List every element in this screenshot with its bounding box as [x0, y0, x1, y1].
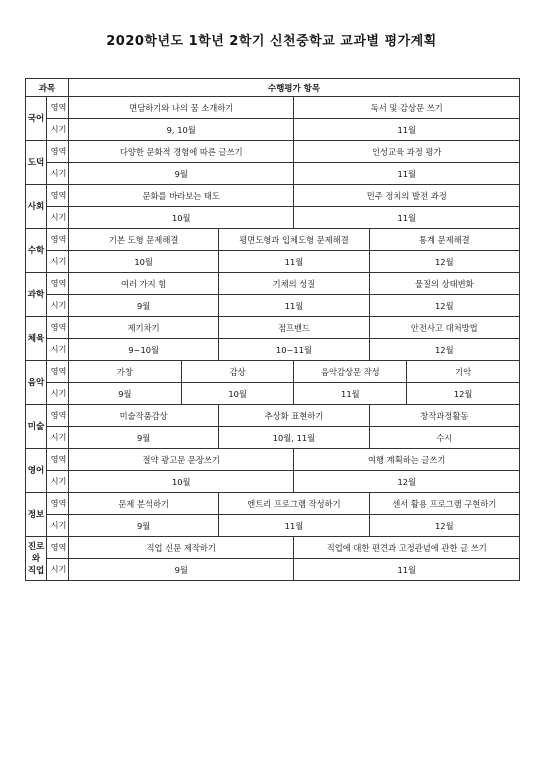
subject-area-row: [26, 141, 520, 163]
assessment-area: 제기차기: [69, 317, 219, 339]
subject-time-row: [26, 559, 520, 581]
assessment-time: 10월: [69, 207, 294, 229]
assessment-area: 여러 가지 힘: [69, 273, 219, 295]
area-label: 영역: [47, 317, 69, 339]
assessment-area: 기악: [407, 361, 520, 383]
assessment-time: 9월: [69, 427, 219, 449]
area-label: 영역: [47, 273, 69, 295]
time-label: 시기: [47, 163, 69, 185]
subject-name: 과학: [26, 273, 47, 317]
assessment-time: 9월: [69, 383, 182, 405]
assessment-time: 11월: [294, 207, 520, 229]
assessment-time: 11월: [294, 383, 407, 405]
evaluation-plan-table: [25, 78, 520, 581]
subject-name: 사회: [26, 185, 47, 229]
subject-time-row: [26, 251, 520, 273]
subject-name: 정보: [26, 493, 47, 537]
subject-area-row: [26, 405, 520, 427]
assessment-area: 기본 도형 문제해결: [69, 229, 219, 251]
subject-name: 수학: [26, 229, 47, 273]
assessment-time: 9월: [69, 163, 294, 185]
assessment-time: 12월: [369, 339, 519, 361]
subject-area-row: [26, 273, 520, 295]
assessment-time: 9, 10월: [69, 119, 294, 141]
assessment-area: 문화를 바라보는 태도: [69, 185, 294, 207]
time-label: 시기: [47, 559, 69, 581]
assessment-area: 창작과정활동: [369, 405, 519, 427]
subject-area-row: [26, 361, 520, 383]
assessment-time: 12월: [407, 383, 520, 405]
area-label: 영역: [47, 493, 69, 515]
time-label: 시기: [47, 207, 69, 229]
time-label: 시기: [47, 515, 69, 537]
assessment-time: 11월: [219, 251, 369, 273]
subject-name: 미술: [26, 405, 47, 449]
area-label: 영역: [47, 449, 69, 471]
assessment-area: 독서 및 감상문 쓰기: [294, 97, 520, 119]
subject-area-row: [26, 317, 520, 339]
subject-name: 체육: [26, 317, 47, 361]
assessment-time: 11월: [294, 559, 520, 581]
assessment-area: 면담하기와 나의 꿈 소개하기: [69, 97, 294, 119]
subject-header: 과목: [26, 79, 69, 97]
area-label: 영역: [47, 229, 69, 251]
assessment-time: 10월, 11월: [219, 427, 369, 449]
assessment-area: 여행 계획하는 글쓰기: [294, 449, 520, 471]
assessment-time: 11월: [294, 163, 520, 185]
subject-time-row: [26, 339, 520, 361]
assessment-time: 9월: [69, 295, 219, 317]
assessment-area: 직업에 대한 편견과 고정관념에 관한 글 쓰기: [294, 537, 520, 559]
subject-area-row: [26, 449, 520, 471]
subject-time-row: [26, 163, 520, 185]
subject-area-row: [26, 493, 520, 515]
subject-area-row: [26, 229, 520, 251]
assessment-area: 점프밴드: [219, 317, 369, 339]
assessment-time: 12월: [294, 471, 520, 493]
assessment-area: 안전사고 대처방법: [369, 317, 519, 339]
assessment-area: 다양한 문화적 경험에 따른 글쓰기: [69, 141, 294, 163]
subject-time-row: [26, 207, 520, 229]
subject-name: 진로 와 직업: [26, 537, 47, 581]
assessment-time: 12월: [369, 295, 519, 317]
assessment-time: 11월: [219, 295, 369, 317]
subject-time-row: [26, 471, 520, 493]
area-label: 영역: [47, 97, 69, 119]
subject-time-row: [26, 383, 520, 405]
assessment-area: 평면도형과 입체도형 문제해결: [219, 229, 369, 251]
assessment-time: 12월: [369, 251, 519, 273]
area-label: 영역: [47, 141, 69, 163]
time-label: 시기: [47, 471, 69, 493]
area-label: 영역: [47, 405, 69, 427]
subject-area-row: [26, 185, 520, 207]
assessment-area: 추상화 표현하기: [219, 405, 369, 427]
assessment-area: 직업 신문 제작하기: [69, 537, 294, 559]
time-label: 시기: [47, 119, 69, 141]
assessment-area: 기체의 성질: [219, 273, 369, 295]
assessment-area: 물질의 상태변화: [369, 273, 519, 295]
subject-name: 영어: [26, 449, 47, 493]
assessment-area: 음악감상문 작성: [294, 361, 407, 383]
assessment-area: 문제 분석하기: [69, 493, 219, 515]
assessment-area: 엔트리 프로그램 작성하기: [219, 493, 369, 515]
subject-name: 음악: [26, 361, 47, 405]
assessment-area: 인성교육 과정 평가: [294, 141, 520, 163]
time-label: 시기: [47, 427, 69, 449]
assessment-time: 11월: [219, 515, 369, 537]
subject-name: 국어: [26, 97, 47, 141]
time-label: 시기: [47, 251, 69, 273]
area-label: 영역: [47, 361, 69, 383]
assessment-area: 통계 문제해결: [369, 229, 519, 251]
assessment-time: 12월: [369, 515, 519, 537]
items-header: 수행평가 항목: [69, 79, 520, 97]
header-row: [26, 79, 520, 97]
time-label: 시기: [47, 339, 69, 361]
subject-name: 도덕: [26, 141, 47, 185]
assessment-area: 가창: [69, 361, 182, 383]
assessment-time: 11월: [294, 119, 520, 141]
assessment-area: 감상: [181, 361, 294, 383]
assessment-time: 10~11월: [219, 339, 369, 361]
subject-time-row: [26, 515, 520, 537]
assessment-time: 9월: [69, 515, 219, 537]
subject-area-row: [26, 97, 520, 119]
assessment-time: 10월: [69, 251, 219, 273]
assessment-time: 9~10월: [69, 339, 219, 361]
assessment-area: 센서 활용 프로그램 구현하기: [369, 493, 519, 515]
page-title: 2020학년도 1학년 2학기 신천중학교 교과별 평가계획: [106, 34, 437, 49]
subject-time-row: [26, 119, 520, 141]
area-label: 영역: [47, 537, 69, 559]
assessment-area: 미술작품감상: [69, 405, 219, 427]
evaluation-plan-body: [26, 79, 520, 581]
assessment-area: 절약 광고문 문장쓰기: [69, 449, 294, 471]
assessment-time: 10월: [181, 383, 294, 405]
assessment-time: 10월: [69, 471, 294, 493]
assessment-area: 민주 정치의 발전 과정: [294, 185, 520, 207]
subject-time-row: [26, 427, 520, 449]
assessment-time: 수시: [369, 427, 519, 449]
subject-time-row: [26, 295, 520, 317]
subject-area-row: [26, 537, 520, 559]
assessment-time: 9월: [69, 559, 294, 581]
area-label: 영역: [47, 185, 69, 207]
time-label: 시기: [47, 383, 69, 405]
time-label: 시기: [47, 295, 69, 317]
